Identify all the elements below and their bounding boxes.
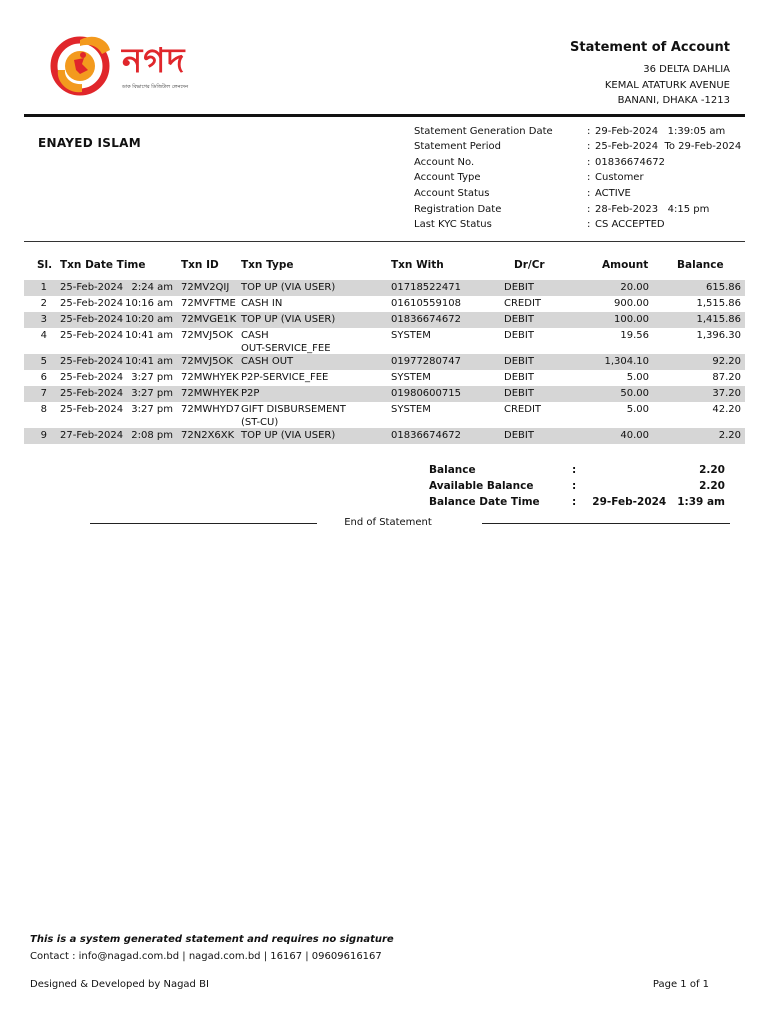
table-row	[24, 428, 745, 444]
cell-drcr: DEBIT	[504, 356, 534, 367]
cell-txn-type: OUT-SERVICE_FEE	[241, 343, 331, 354]
cell-txn-id: 72MVGE1K	[181, 314, 237, 325]
cell-sl: 1	[40, 282, 47, 293]
cell-txn-id: 72MWHYEK	[181, 372, 239, 383]
summary-balance-label: Balance	[429, 464, 476, 476]
col-header-txn-with: Txn With	[391, 259, 444, 271]
cell-drcr: CREDIT	[504, 298, 542, 309]
end-divider-left	[90, 523, 317, 524]
cell-txn-type: CASH IN	[241, 298, 283, 309]
cell-time: 3:27 pm	[131, 388, 173, 399]
cell-date: 25-Feb-2024	[60, 372, 124, 383]
info-label: Account Status	[414, 188, 490, 199]
cell-amount: 5.00	[626, 372, 649, 383]
address-line-2: KEMAL ATATURK AVENUE	[604, 80, 730, 91]
info-value: Customer	[595, 172, 644, 183]
info-value: 28-Feb-2023 4:15 pm	[595, 204, 710, 215]
cell-date: 27-Feb-2024	[60, 430, 124, 441]
page-number: Page 1 of 1	[652, 979, 709, 990]
summary-balance-value: 2.20	[699, 464, 725, 476]
cell-sl: 3	[40, 314, 47, 325]
info-label: Statement Period	[414, 141, 501, 152]
cell-time: 3:27 pm	[131, 404, 173, 415]
customer-name: ENAYED ISLAM	[38, 136, 141, 150]
cell-amount: 5.00	[626, 404, 649, 415]
cell-txn-with: 01980600715	[391, 388, 461, 399]
cell-txn-type: P2P-SERVICE_FEE	[241, 372, 329, 383]
cell-txn-id: 72N2X6XK	[181, 430, 235, 441]
nagad-emblem-icon	[46, 30, 122, 100]
table-row	[24, 402, 745, 428]
cell-txn-type: P2P	[241, 388, 260, 399]
col-header-datetime: Txn Date Time	[60, 259, 146, 271]
cell-balance: 42.20	[712, 404, 741, 415]
cell-balance: 1,396.30	[696, 330, 741, 341]
cell-drcr: CREDIT	[504, 404, 542, 415]
end-of-statement: End of Statement	[344, 517, 432, 528]
cell-txn-with: 01836674672	[391, 314, 461, 325]
cell-amount: 40.00	[620, 430, 649, 441]
cell-time: 10:20 am	[125, 314, 173, 325]
cell-txn-with: SYSTEM	[391, 404, 431, 415]
cell-date: 25-Feb-2024	[60, 314, 124, 325]
table-row	[24, 312, 745, 328]
info-colon: :	[587, 204, 591, 215]
cell-drcr: DEBIT	[504, 430, 534, 441]
info-value: 29-Feb-2024 1:39:05 am	[595, 126, 726, 137]
cell-balance: 37.20	[712, 388, 741, 399]
cell-txn-id: 72MWHYEK	[181, 388, 239, 399]
cell-amount: 1,304.10	[604, 356, 649, 367]
col-header-txn-id: Txn ID	[181, 259, 219, 271]
cell-balance: 615.86	[706, 282, 741, 293]
cell-txn-type: TOP UP (VIA USER)	[241, 282, 336, 293]
summary-colon: :	[572, 464, 577, 476]
cell-date: 25-Feb-2024	[60, 404, 124, 415]
summary-available-value: 2.20	[699, 480, 725, 492]
col-header-sl: Sl.	[37, 259, 53, 271]
cell-sl: 5	[40, 356, 47, 367]
info-value: 25-Feb-2024 To 29-Feb-2024	[595, 141, 742, 152]
cell-txn-id: 72MWHYD7	[181, 404, 240, 415]
table-row	[24, 296, 745, 312]
cell-txn-id: 72MVJ5OK	[181, 356, 233, 367]
cell-date: 25-Feb-2024	[60, 356, 124, 367]
table-row	[24, 280, 745, 296]
col-header-drcr: Dr/Cr	[514, 259, 545, 271]
info-label: Registration Date	[414, 204, 502, 215]
cell-balance: 1,415.86	[696, 314, 741, 325]
cell-txn-with: 01836674672	[391, 430, 461, 441]
cell-drcr: DEBIT	[504, 330, 534, 341]
cell-txn-type: GIFT DISBURSEMENT	[241, 404, 346, 415]
cell-txn-with: 01610559108	[391, 298, 461, 309]
info-value: 01836674672	[595, 157, 665, 168]
info-colon: :	[587, 219, 591, 230]
info-label: Statement Generation Date	[414, 126, 553, 137]
brand-wordmark: নগদ	[122, 41, 186, 81]
system-generated-note: This is a system generated statement and requires no signature	[30, 934, 394, 945]
info-value: ACTIVE	[595, 188, 631, 199]
cell-balance: 87.20	[712, 372, 741, 383]
cell-amount: 19.56	[620, 330, 649, 341]
summary-datetime-value: 29-Feb-2024 1:39 am	[592, 496, 725, 508]
end-divider-right	[482, 523, 730, 524]
cell-amount: 900.00	[614, 298, 649, 309]
cell-drcr: DEBIT	[504, 388, 534, 399]
info-divider	[24, 241, 745, 242]
cell-amount: 100.00	[614, 314, 649, 325]
cell-txn-type: TOP UP (VIA USER)	[241, 314, 336, 325]
cell-time: 10:41 am	[125, 330, 173, 341]
cell-amount: 50.00	[620, 388, 649, 399]
cell-date: 25-Feb-2024	[60, 330, 124, 341]
address-line-1: 36 DELTA DAHLIA	[643, 64, 730, 75]
info-colon: :	[587, 188, 591, 199]
cell-txn-with: 01977280747	[391, 356, 461, 367]
cell-txn-with: SYSTEM	[391, 330, 431, 341]
cell-amount: 20.00	[620, 282, 649, 293]
cell-txn-type: TOP UP (VIA USER)	[241, 430, 336, 441]
cell-date: 25-Feb-2024	[60, 282, 124, 293]
info-label: Account Type	[414, 172, 481, 183]
cell-sl: 4	[40, 330, 47, 341]
info-colon: :	[587, 157, 591, 168]
cell-date: 25-Feb-2024	[60, 388, 124, 399]
brand-tagline: ডাক বিভাগের ডিজিটাল লেনদেন	[122, 84, 189, 90]
cell-sl: 7	[40, 388, 47, 399]
cell-sl: 9	[40, 430, 47, 441]
info-colon: :	[587, 141, 591, 152]
summary-colon: :	[572, 480, 577, 492]
info-label: Account No.	[414, 157, 475, 168]
cell-drcr: DEBIT	[504, 372, 534, 383]
cell-sl: 6	[40, 372, 47, 383]
cell-balance: 92.20	[712, 356, 741, 367]
cell-txn-type: (ST-CU)	[241, 417, 279, 428]
summary-available-label: Available Balance	[429, 480, 534, 492]
cell-txn-type: CASH	[241, 330, 269, 341]
cell-txn-id: 72MV2QIJ	[181, 282, 230, 293]
col-header-amount: Amount	[602, 259, 649, 271]
summary-colon: :	[572, 496, 577, 508]
info-label: Last KYC Status	[414, 219, 492, 230]
cell-time: 2:24 am	[131, 282, 173, 293]
cell-time: 3:27 pm	[131, 372, 173, 383]
address-line-3: BANANI, DHAKA -1213	[617, 95, 730, 106]
cell-sl: 2	[40, 298, 47, 309]
cell-date: 25-Feb-2024	[60, 298, 124, 309]
cell-txn-with: SYSTEM	[391, 372, 431, 383]
cell-time: 10:16 am	[125, 298, 173, 309]
col-header-balance: Balance	[677, 259, 724, 271]
table-row	[24, 328, 745, 354]
header-divider	[24, 114, 745, 117]
cell-balance: 1,515.86	[696, 298, 741, 309]
info-colon: :	[587, 172, 591, 183]
cell-time: 2:08 pm	[131, 430, 173, 441]
cell-txn-with: 01718522471	[391, 282, 461, 293]
cell-txn-id: 72MVJ5OK	[181, 330, 233, 341]
cell-txn-id: 72MVFTME	[181, 298, 236, 309]
table-row	[24, 354, 745, 370]
col-header-txn-type: Txn Type	[241, 259, 294, 271]
cell-drcr: DEBIT	[504, 314, 534, 325]
table-row	[24, 386, 745, 402]
cell-time: 10:41 am	[125, 356, 173, 367]
summary-datetime-label: Balance Date Time	[429, 496, 540, 508]
cell-drcr: DEBIT	[504, 282, 534, 293]
cell-balance: 2.20	[718, 430, 741, 441]
contact-info: Contact : info@nagad.com.bd | nagad.com.bd | 16167 | 09609616167	[30, 951, 382, 962]
cell-sl: 8	[40, 404, 47, 415]
info-colon: :	[587, 126, 591, 137]
statement-title: Statement of Account	[570, 40, 730, 55]
designed-by: Designed & Developed by Nagad BI	[30, 979, 209, 990]
cell-txn-type: CASH OUT	[241, 356, 294, 367]
table-row	[24, 370, 745, 386]
info-value: CS ACCEPTED	[595, 219, 665, 230]
